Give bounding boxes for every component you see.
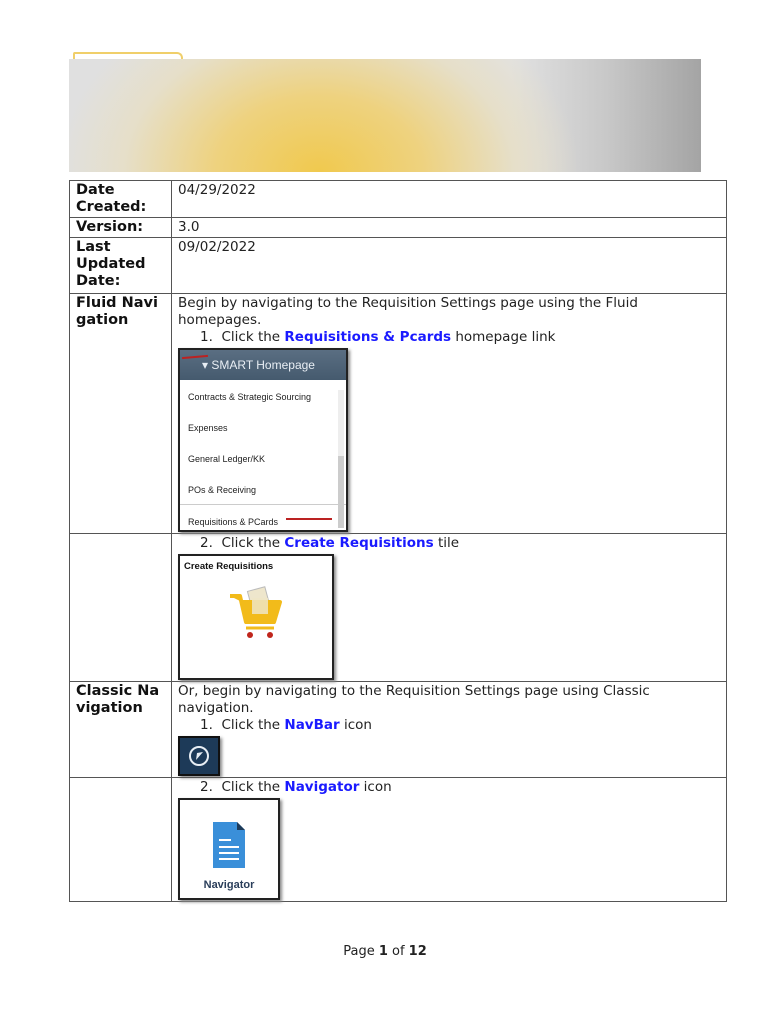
navigator-tile xyxy=(178,798,280,900)
navbar-icon xyxy=(178,736,220,776)
row-label: Last Updated Date: xyxy=(70,238,172,294)
page-footer xyxy=(0,944,770,959)
requisitions-pcards-link: Requisitions & Pcards xyxy=(284,329,452,345)
create-requisitions-tile xyxy=(178,554,334,680)
footer-text: Page xyxy=(343,944,379,959)
page-total: 12 xyxy=(408,944,427,959)
menu-item: POs & Receiving xyxy=(188,485,257,495)
tile-title: Create Requisitions xyxy=(184,561,274,572)
step-1 xyxy=(178,717,720,734)
date-created-value: 04/29/2022 xyxy=(172,181,727,218)
procedure-table xyxy=(69,180,727,902)
row-label: Date Created: xyxy=(70,181,172,218)
step-text: icon xyxy=(359,779,392,795)
smart-homepage-screenshot xyxy=(178,348,348,532)
step-text: homepage link xyxy=(451,329,556,345)
header-label: SMART Homepage xyxy=(211,358,315,372)
document-icon xyxy=(209,820,249,872)
menu-item: Requisitions & PCards xyxy=(180,504,346,535)
navigator-link: Navigator xyxy=(284,779,360,795)
compass-icon xyxy=(187,744,211,768)
step-2 xyxy=(178,535,720,552)
step-text: Click the xyxy=(221,535,285,551)
header-banner xyxy=(69,59,701,172)
step-number: 1. xyxy=(200,717,213,733)
last-updated-value: 09/02/2022 xyxy=(172,238,727,294)
fluid-step2-cell xyxy=(172,534,727,682)
classic-step2-cell xyxy=(172,778,727,902)
row-label: Classic Navigation xyxy=(70,682,172,778)
fluid-intro: Begin by navigating to the Requisition Settings page using the Fluid homepages. xyxy=(178,295,638,328)
footer-text: of xyxy=(387,944,409,959)
create-requisitions-link: Create Requisitions xyxy=(284,535,434,551)
page-number: 1 xyxy=(378,944,388,959)
navigator-label: Navigator xyxy=(203,879,255,891)
classic-intro: Or, begin by navigating to the Requisition Settings page using Classic navigation. xyxy=(178,683,650,716)
menu-item: Contracts & Strategic Sourcing xyxy=(188,392,312,402)
row-label: Fluid Navigation xyxy=(70,294,172,534)
classic-cell xyxy=(172,682,727,778)
row-label: Version: xyxy=(70,218,172,238)
menu-item: Expenses xyxy=(188,423,228,433)
version-value: 3.0 xyxy=(172,218,727,238)
table-row xyxy=(70,534,727,682)
step-text: icon xyxy=(339,717,372,733)
table-row xyxy=(70,218,727,238)
table-row xyxy=(70,294,727,534)
table-row xyxy=(70,778,727,902)
step-text: Click the xyxy=(221,779,285,795)
scrollbar xyxy=(338,390,344,528)
navbar-link: NavBar xyxy=(284,717,340,733)
menu-item: General Ledger/KK xyxy=(188,454,266,464)
smart-homepage-header: ▾ SMART Homepage xyxy=(180,350,346,380)
step-number: 2. xyxy=(200,535,213,551)
shopping-cart-icon xyxy=(228,586,288,646)
red-arrow-icon xyxy=(286,518,332,520)
step-1 xyxy=(178,329,720,346)
fluid-cell xyxy=(172,294,727,534)
step-text: Click the xyxy=(221,329,285,345)
table-row xyxy=(70,181,727,218)
step-text: tile xyxy=(433,535,460,551)
step-2 xyxy=(178,779,720,796)
empty-label xyxy=(70,534,172,682)
table-row xyxy=(70,682,727,778)
step-number: 1. xyxy=(200,329,213,345)
step-text: Click the xyxy=(221,717,285,733)
table-row xyxy=(70,238,727,294)
empty-label xyxy=(70,778,172,902)
step-number: 2. xyxy=(200,779,213,795)
